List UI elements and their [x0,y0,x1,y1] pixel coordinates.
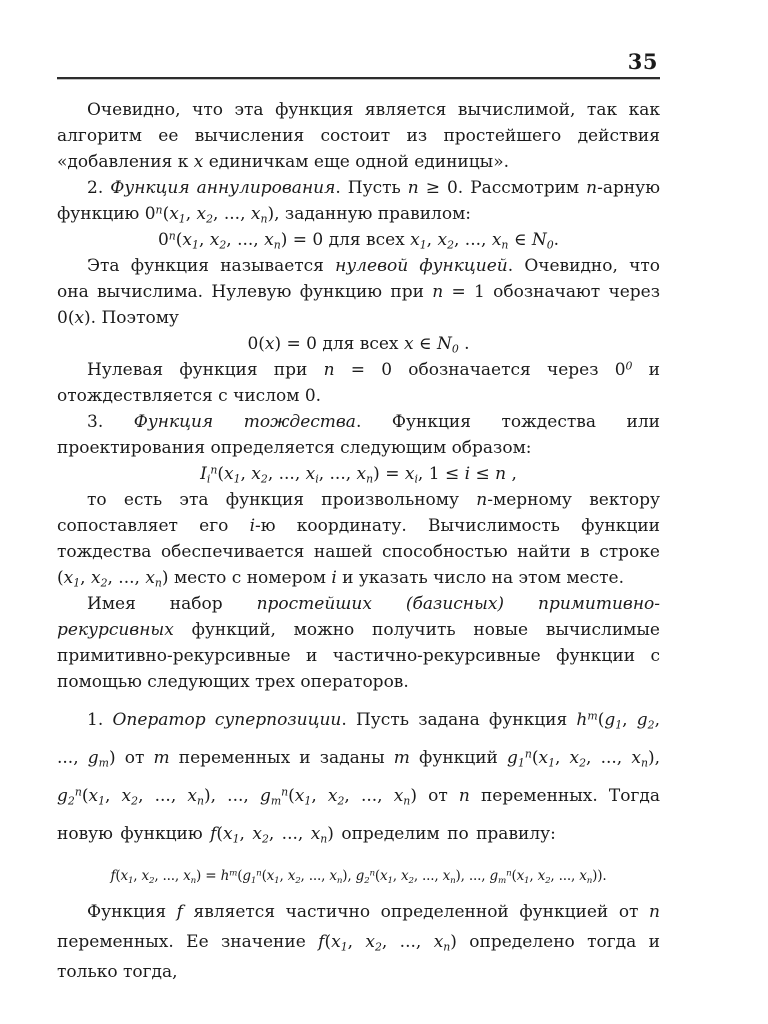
formula-line: $0^n(x_1$, $x_2$, ..., $x_n) = 0$ для всех $x_1$, $x_2$, ..., $x_n$ ∈ $N_0$. [157,229,560,252]
paragraph: Функция f является частично определенной функцией от n переменных. Ее значение $f(x_1$, $x_2$, ..., $x_n$) определено тогда и только тогда, [57,902,660,982]
paragraph: 1. Оператор суперпозиции. Пусть задана функция $h^m(g_1$, $g_2$, ..., $g_m$) от m переменных и заданы m функций $g_1^n(x_1$, $x_2$, ..., $x_n$), $g_2^n(x_1$, $x_2$, ..., $x_n$), ..., $g_m^n(x_1$, $x_2$, ..., $x_n$) от n переменных. Тогда новую функцию $f(x_1$, $x_2$, ..., $x_n$) определим по правилу: [57,709,661,846]
formula-line: 0(x) = 0 для всех x ∈ $N_0$ . [247,334,470,356]
paragraph: 3. Функция тождества. Функция тождества или проектирования определяется следующим образом: [57,412,660,458]
header-rule [57,77,660,80]
formula-line: $f(x_1$, $x_2$, ..., $x_n) = h^m(g_1^n(x_1$, $x_2$, ..., $x_n$), $g_2^n(x_1$, $x_2$, ..., $x_n$), ..., $g_m^n(x_1$, $x_2$, ..., $x_n$)). [110,868,607,886]
page-number: 35 [627,49,658,74]
text-column [57,97,660,987]
paragraph: 2. Функция аннулирования. Пусть n ≥ 0. Рассмотрим n-арную функцию $0^n(x_1$, $x_2$, ..., $x_n$), заданную правилом: [57,178,660,226]
paragraph: Очевидно, что эта функция является вычислимой, так как алгоритм ее вычисления состоит из простейшего действия «добавления к x единичкам еще одной единицы». [57,100,660,172]
paragraph: то есть эта функция произвольному n-мерному вектору сопоставляет его i-ю координату. Вычислимость функции тождества обеспечивается нашей способностью найти в строке ($x_1$, $x_2$, ..., $x_n$) место с номером i и указать число на этом месте. [57,490,660,590]
formula-line: $I_i^n(x_1$, $x_2$, ..., $x_i$, ..., $x_n) = x_i$, 1 ≤ i ≤ n , [200,463,517,486]
paragraph: Эта функция называется нулевой функцией. Очевидно, что она вычислима. Нулевую функцию при n = 1 обозначают через 0(x). Поэтому [57,256,660,328]
paragraph: Нулевая функция при n = 0 обозначается через $0^0$ и отождествляется с числом 0. [57,359,661,406]
paragraph: Имея набор простейших (базисных) примитивно-рекурсивных функций, можно получить новые вычислимые примитивно-рекурсивные и частично-рекурсивные функции с помощью следующих трех операторов. [57,594,660,692]
page-header [57,50,660,80]
